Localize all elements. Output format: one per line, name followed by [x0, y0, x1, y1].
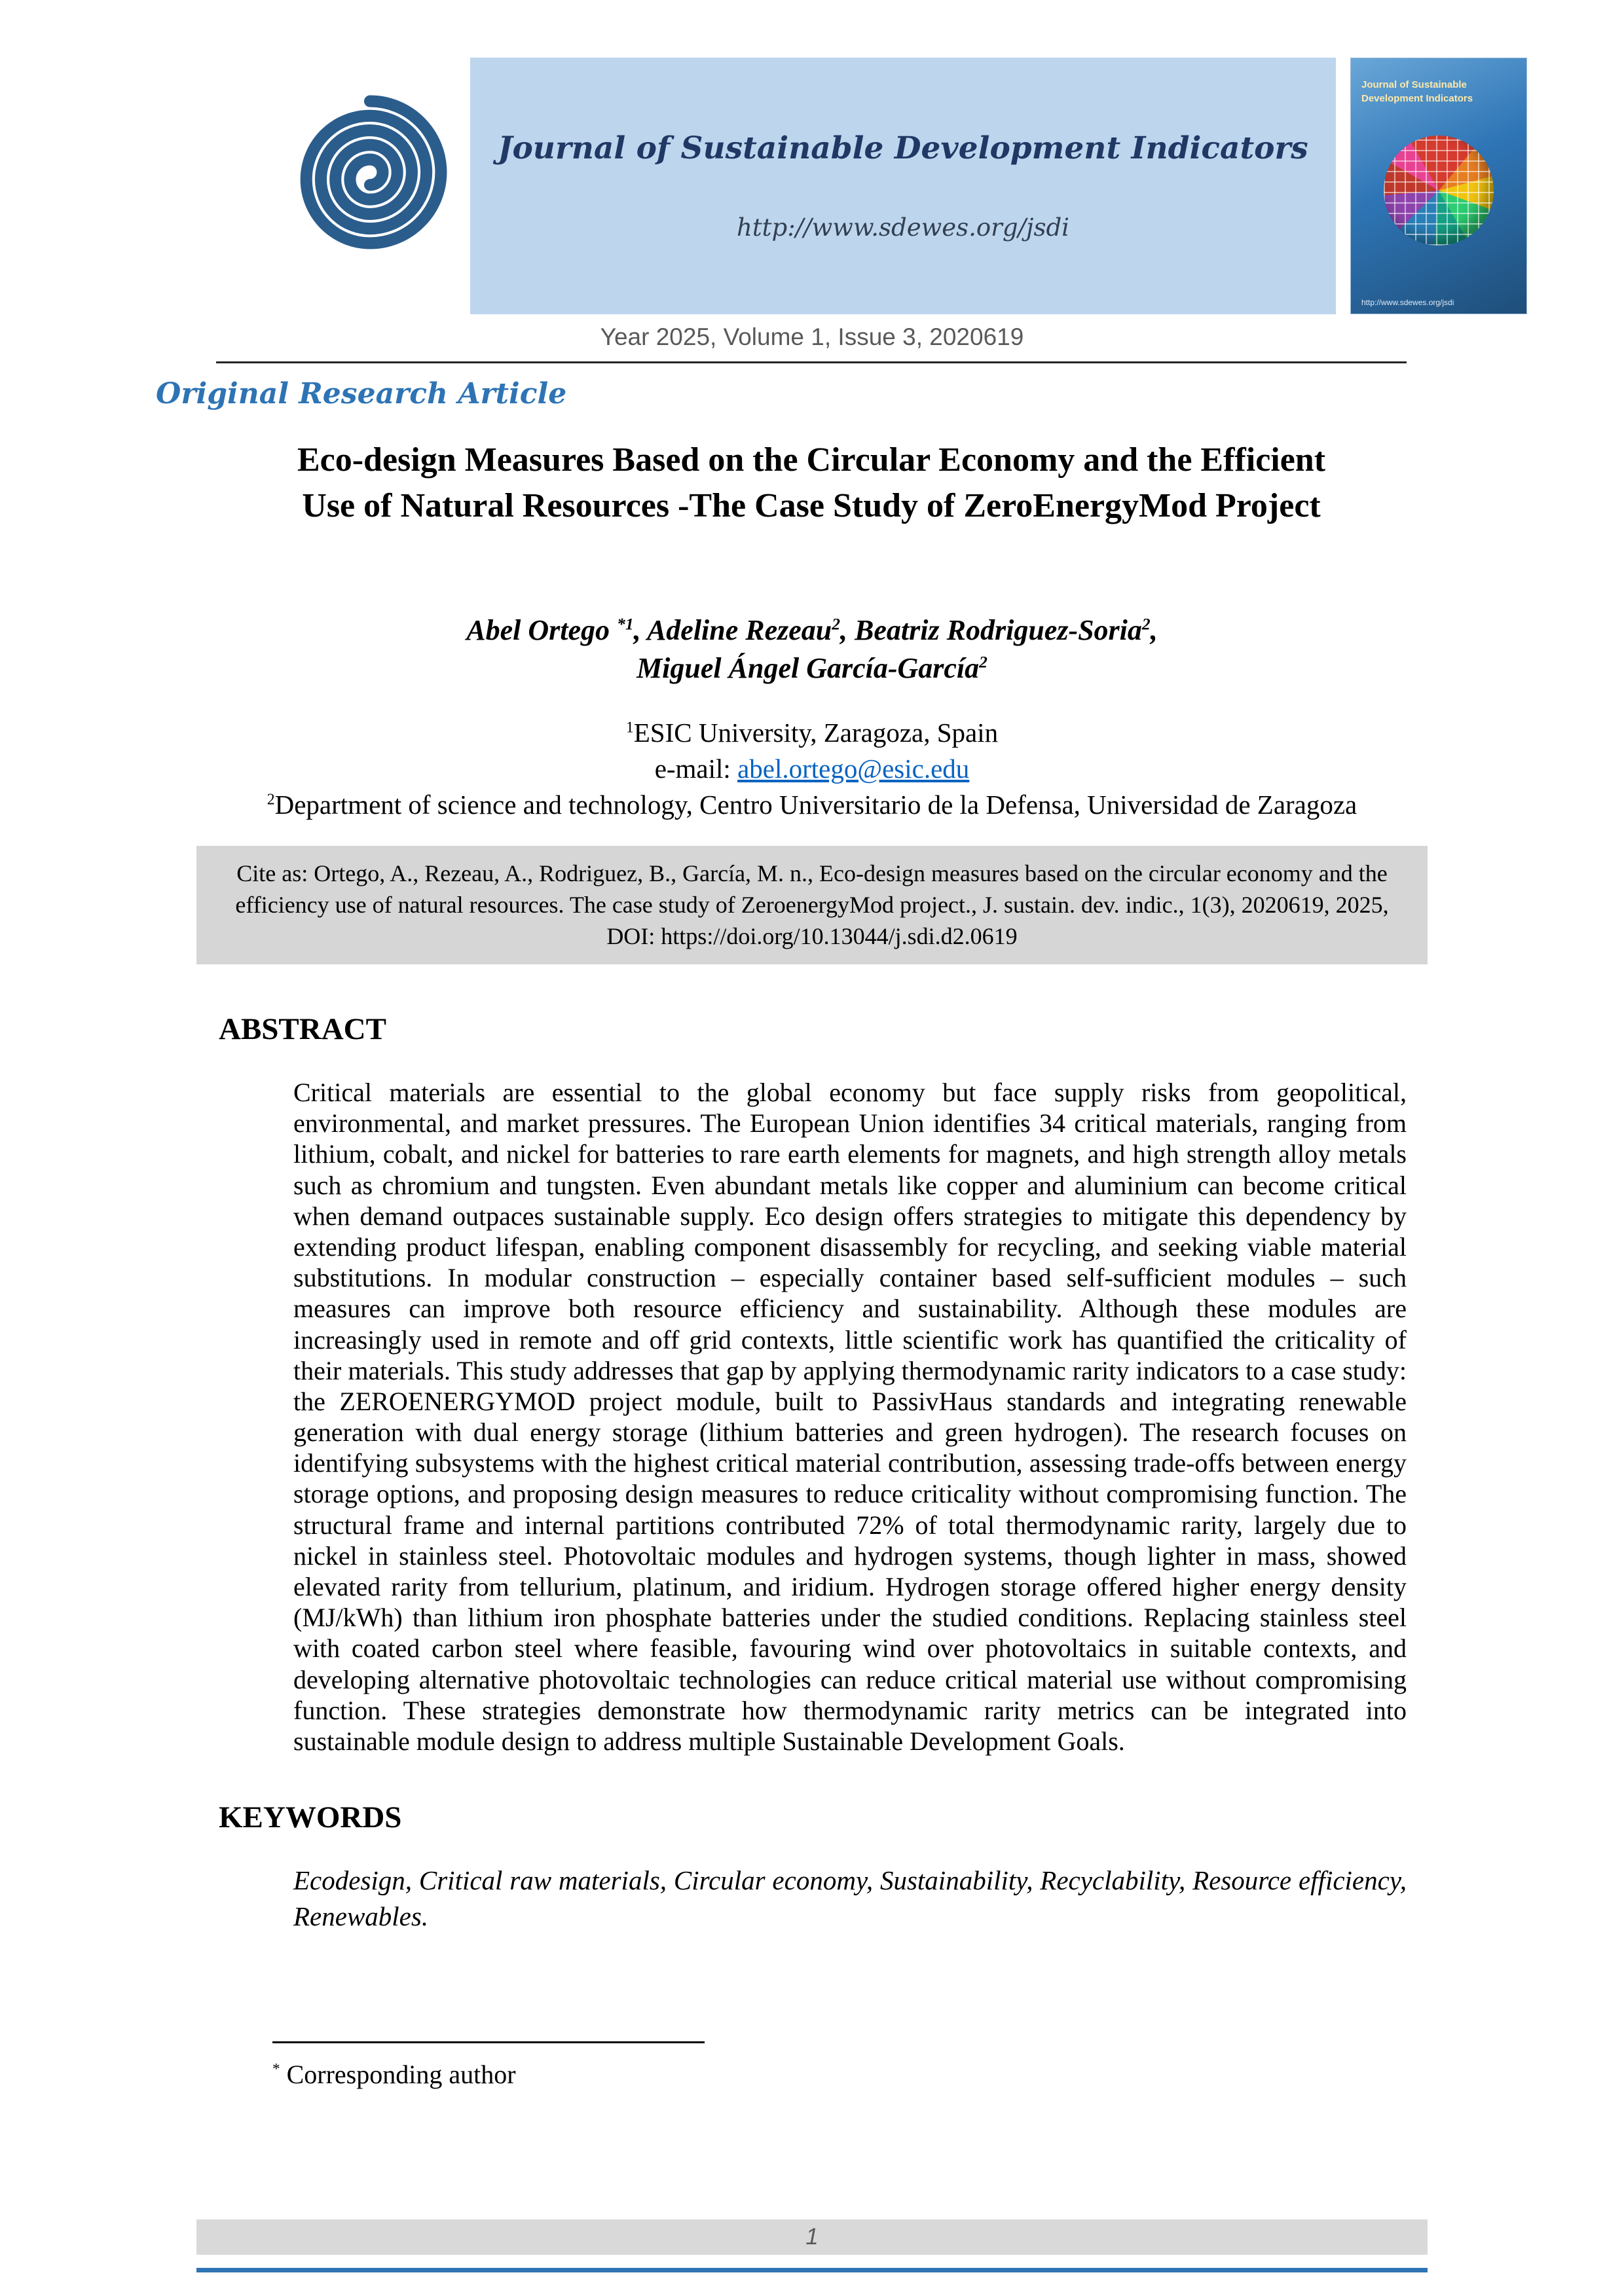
globe-icon — [1384, 136, 1494, 246]
page-number: 1 — [805, 2224, 819, 2250]
cover-title-line1: Journal of Sustainable — [1361, 79, 1467, 90]
author-superscript: *1 — [617, 614, 634, 634]
footnote-text — [272, 2059, 705, 2090]
paper-title-line1: Eco-design Measures Based on the Circular Economy and the Efficient — [297, 441, 1326, 479]
authors-line1 — [0, 611, 1624, 649]
journal-title: Journal of Sustainable Development Indicators — [498, 130, 1308, 166]
footnote-marker: * — [272, 2060, 280, 2078]
footer-accent-line — [196, 2268, 1428, 2272]
paper-title — [216, 437, 1407, 528]
header-divider — [216, 361, 1407, 363]
journal-cover-thumbnail — [1350, 58, 1527, 314]
abstract-body: Critical materials are essential to the global economy but face supply risks from geopolitical, environmental, and market pressures. The European Union identifies 34 critical materials, ranging from lithium, cobalt, and nickel for batteries to rare earth elements for magnets, and high strength alloy metals such as chromium and tungsten. Even abundant metals like copper and aluminium can become critical when demand outpaces sustainable supply. Eco design offers strategies to mitigate this dependency by extending product lifespan, enabling component disassembly for recycling, and seeking viable material substitutions. In modular construction – especially container based self-sufficient modules – such measures can improve both resource efficiency and sustainability. Although these modules are increasingly used in remote and off grid contexts, little scientific work has quantified the criticality of their materials. This study addresses that gap by applying thermodynamic rarity indicators to a case study: the ZEROENERGYMOD project module, built to PassivHaus standards and integrating renewable generation with dual energy storage (lithium batteries and green hydrogen). The research focuses on identifying subsystems with the highest critical material contribution, assessing trade-offs between energy storage options, and proposing design measures to reduce criticality without compromising function. The structural frame and internal partitions contributed 72% of total thermodynamic rarity, largely due to nickel in stainless steel. Photovoltaic modules and hydrogen systems, though lighter in mass, showed elevated rarity from tellurium, platinum, and iridium. Hydrogen storage offered higher energy density (MJ/kWh) than lithium iron phosphate batteries under the studied conditions. Replacing stainless steel with coated carbon steel where feasible, favouring wind over photovoltaics in suitable contexts, and developing alternative photovoltaic technologies can reduce critical material use without compromising function. These strategies demonstrate how thermodynamic rarity metrics can be integrated into sustainable module design to address multiple Sustainable Development Goals. — [293, 1078, 1407, 1756]
footnote-label: Corresponding author — [286, 2060, 516, 2089]
main-content — [216, 1011, 1407, 1935]
authors-line1-comma: , — [1150, 614, 1158, 646]
globe-mosaic-grid — [1384, 136, 1494, 246]
keywords-heading: KEYWORDS — [219, 1800, 402, 1835]
author-name: Miguel Ángel García-García — [637, 652, 980, 685]
affiliation-superscript: 2 — [267, 791, 275, 809]
footnote-block — [272, 2041, 705, 2090]
author-superscript: 2 — [979, 652, 987, 672]
keywords-body: Ecodesign, Critical raw materials, Circular economy, Sustainability, Recyclability, Resource efficiency, Renewables. — [293, 1865, 1407, 1932]
journal-banner — [470, 58, 1336, 314]
authors-block — [0, 611, 1624, 687]
abstract-heading: ABSTRACT — [219, 1012, 386, 1046]
author-name: Abel Ortego — [466, 614, 618, 646]
author-superscript: 2 — [1141, 614, 1151, 634]
footnote-divider — [272, 2041, 705, 2043]
affiliation-line3 — [0, 787, 1624, 823]
author-superscript: 2 — [832, 614, 841, 634]
journal-url: http://www.sdewes.org/jsdi — [736, 213, 1069, 242]
cover-url: http://www.sdewes.org/jsdi — [1361, 298, 1454, 307]
affiliations-block — [0, 715, 1624, 823]
author-name: , Adeline Rezeau — [633, 614, 832, 646]
affiliation-superscript: 1 — [625, 719, 634, 737]
email-link[interactable]: abel.ortego@esic.edu — [737, 753, 970, 784]
authors-line2 — [0, 649, 1624, 687]
author-name: , Beatriz Rodriguez-Soria — [840, 614, 1142, 646]
affiliation-line1 — [0, 715, 1624, 751]
paper-title-line2: Use of Natural Resources -The Case Study of ZeroEnergyMod Project — [302, 486, 1321, 524]
cover-title — [1361, 78, 1473, 105]
spiral-logo-icon — [279, 72, 461, 272]
affiliation-text: Department of science and technology, Centro Universitario de la Defensa, Universidad de Zaragoza — [274, 789, 1357, 820]
affiliation-line2 — [0, 751, 1624, 787]
citation-box: Cite as: Ortego, A., Rezeau, A., Rodriguez, B., García, M. n., Eco-design measures based on the circular economy and the efficiency use of natural resources. The case study of ZeroenergyMod project., J. sustain. dev. indic., 1(3), 2020619, 2025, DOI: https://doi.org/10.13044/j.sdi.d2.0619 — [196, 846, 1428, 964]
article-type-label: Original Research Article — [156, 377, 567, 410]
cover-title-line2: Development Indicators — [1361, 93, 1473, 104]
footer-bar — [196, 2219, 1428, 2255]
affiliation-text: ESIC University, Zaragoza, Spain — [633, 718, 999, 748]
issue-line: Year 2025, Volume 1, Issue 3, 2020619 — [600, 323, 1024, 350]
journal-logo — [279, 72, 461, 272]
email-label: e-mail: — [654, 753, 738, 784]
